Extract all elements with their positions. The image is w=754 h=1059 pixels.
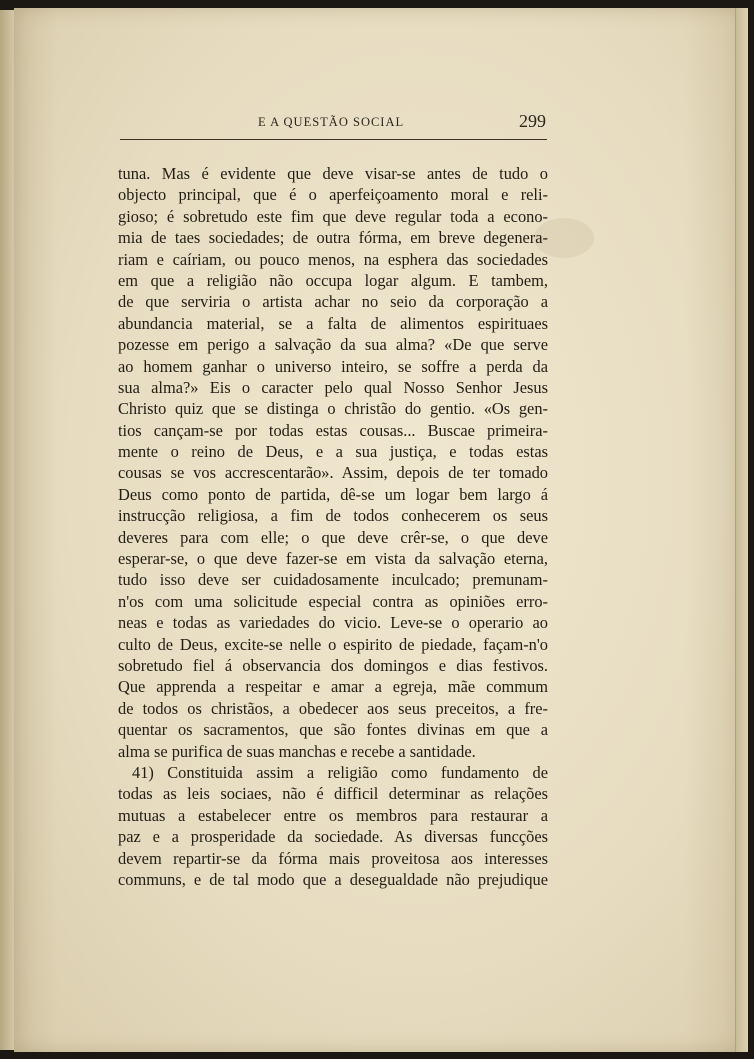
page-number: 299 [519,111,546,131]
text-line: tios cançam-se por todas estas cousas... Buscae primeira- [118,420,548,440]
text-line: paz e a prosperidade da sociedade. As diversas funcções [118,827,548,847]
text-line: Deus como ponto de partida, dê-se um logar bem largo á [118,484,548,504]
text-line: Christo quiz que se distinga o christão do gentio. «Os gen- [118,399,548,419]
text-line: tudo isso deve ser cuidadosamente inculcado; premunam- [118,570,548,590]
running-head [120,111,548,135]
text-line: alma se purifica de suas manchas e recebe a santidade. [118,741,476,761]
text-line: communs, e de tal modo que a desegualdade não prejudique [118,869,548,889]
text-line: tuna. Mas é evidente que deve visar-se antes de tudo o [118,164,548,183]
text-line: ao homem ganhar o universo inteiro, se soffre a perda da [118,356,548,376]
text-line: gioso; é sobretudo este fim que deve regular toda a econo- [118,206,548,226]
text-line: abundancia material, se a falta de alimentos espirituaes [118,313,548,333]
text-line: de todos os christãos, a obedecer aos seus preceitos, a fre- [118,698,548,718]
text-line: esperar-se, o que deve fazer-se em vista da salvação eterna, [118,549,548,569]
paragraph-start-line: 41) Constituida assim a religião como fundamento de [132,762,548,782]
text-line: objecto principal, que é o aperfeiçoamento moral e reli- [118,185,548,205]
text-line: mia de taes sociedades; de outra fórma, em breve degenera- [118,228,548,248]
text-line: instrucção religiosa, a fim de todos conhecerem os seus [118,506,548,526]
text-line: todas as leis sociaes, não é difficil determinar as relações [118,784,548,804]
text-line: sua alma?» Eis o caracter pelo qual Nosso Senhor Jesus [118,377,548,397]
text-line: de que serviria o artista achar no seio da corporação a [118,292,548,312]
text-line: deveres para com elle; o que deve crêr-se, o que deve [118,527,548,547]
text-line: Que apprenda a respeitar e amar a egreja, mãe commum [118,677,548,697]
text-line: riam e caíriam, ou pouco menos, na esphera das sociedades [118,249,548,269]
page-stack-edge [735,8,748,1052]
text-line: pozesse em perigo a salvação da sua alma? «De que serve [118,335,548,355]
text-line: culto de Deus, excite-se nelle o espirito de piedade, façam-n'o [118,634,548,654]
header-rule [120,139,547,140]
text-line: devem repartir-se da fórma mais proveitosa aos interesses [118,848,548,868]
text-line: cousas se vos accrescentarão». Assim, depois de ter tomado [118,463,548,483]
running-title: E A QUESTÃO SOCIAL [258,115,405,129]
text-line: n'os com uma solicitude especial contra as opiniões erro- [118,591,548,611]
text-line: mente o reino de Deus, e a sua justiça, e todas estas [118,442,548,462]
body-text [118,163,548,890]
text-line: em que a religião não occupa logar algum. E tambem, [118,270,548,290]
text-line: mutuas a estabelecer entre os membros para restaurar a [118,805,548,825]
text-line: quentar os sacramentos, que são fontes divinas em que a [118,720,548,740]
text-line: neas e todas as variedades do vicio. Leve-se o operario ao [118,613,548,633]
text-line: sobretudo fiel á observancia dos domingos e dias festivos. [118,655,548,675]
